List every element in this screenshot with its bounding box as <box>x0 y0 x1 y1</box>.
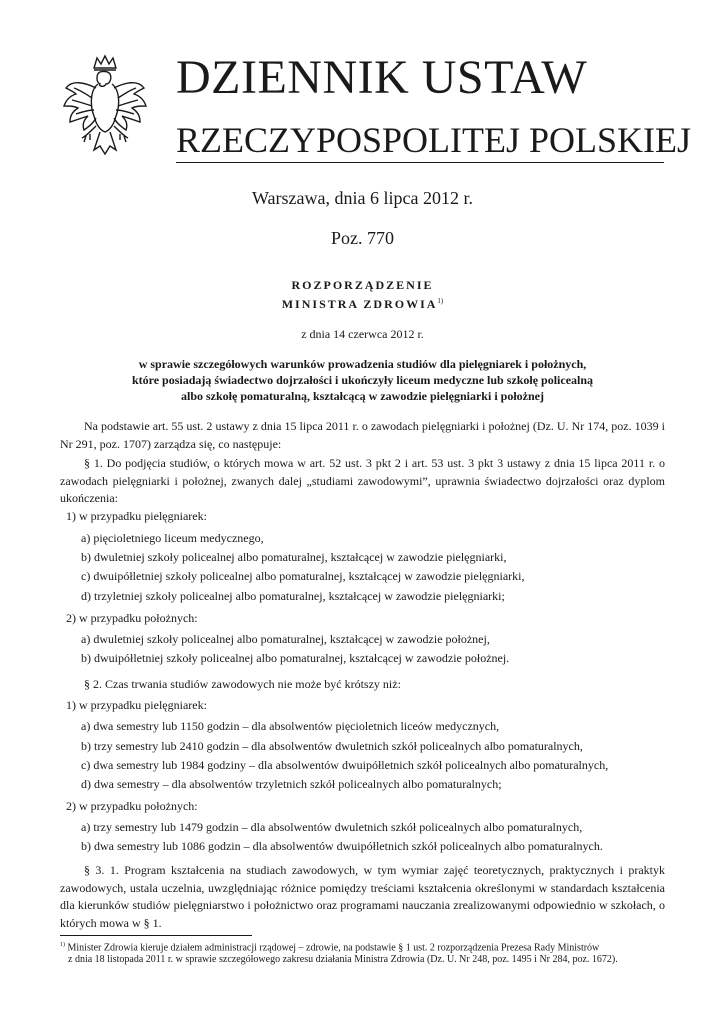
section-3-text: § 3. 1. Program kształcenia na studiach zawodowych, w tym wymiar zajęć teoretycznych, praktycznych i praktyk zawodowych, ustala uczelnia, uwzględniając różnice pomiędzy treściami kształcenia określonymi w standardach kształcenia dla kierunków studiów pielęgniarstwo i położnictwo oraz programami nauczania zrealizowanymi odpowiednio w szkołach, o których mowa w § 1. <box>60 863 665 930</box>
footnote-continuation: z dnia 18 listopada 2011 r. w sprawie szczegółowego zakresu działania Ministra Zdrowia (Dz. U. Nr 248, poz. 1495 i Nr 284, poz. 1672). <box>68 954 618 965</box>
list-item: a) dwa semestry lub 1150 godzin – dla absolwentów pięcioletnich liceów medycznych, <box>81 719 500 733</box>
list-item: 1) w przypadku pielęgniarek: <box>66 698 207 712</box>
list-item: a) dwuletniej szkoły policealnej albo pomaturalnej, kształcącej w zawodzie położnej, <box>81 632 490 646</box>
list-item: c) dwuipółletniej szkoły policealnej albo pomaturalnej, kształcącej w zawodzie pielęgniarki, <box>81 569 525 583</box>
act-subject-line: w sprawie szczegółowych warunków prowadzenia studiów dla pielęgniarek i położnych, <box>138 357 587 371</box>
list-item: 1) w przypadku pielęgniarek: <box>66 509 207 523</box>
footnote-mark: 1) <box>60 942 65 948</box>
list-item: a) pięcioletniego liceum medycznego, <box>81 531 264 545</box>
act-subject-line: które posiadają świadectwo dojrzałości i ukończyły liceum medyczne lub szkołę policealną <box>131 373 594 387</box>
header-rule <box>176 162 664 163</box>
list-item: b) trzy semestry lub 2410 godzin – dla absolwentów dwuletnich szkół policealnych albo pomaturalnych, <box>81 739 583 753</box>
act-subject-line: albo szkołę pomaturalną, kształcącą w zawodzie pielęgniarki i położnej <box>181 389 544 403</box>
journal-title: DZIENNIK USTAW <box>176 51 588 104</box>
act-date: z dnia 14 czerwca 2012 r. <box>301 327 424 341</box>
list-item: 2) w przypadku położnych: <box>66 611 198 625</box>
preamble: Na podstawie art. 55 ust. 2 ustawy z dnia 15 lipca 2011 r. o zawodach pielęgniarki i położnej (Dz. U. Nr 174, poz. 1039 i Nr 291, poz. 1707) zarządza się, co następuje: <box>60 419 665 451</box>
act-type: ROZPORZĄDZENIE <box>291 278 434 292</box>
list-item: 2) w przypadku położnych: <box>66 799 198 813</box>
list-item: c) dwa semestry lub 1984 godziny – dla absolwentów dwuipółletnich szkół policealnych albo pomaturalnych, <box>81 758 609 772</box>
footnote: $^{1)}$ Minister Zdrowia kieruje działem administracji rządowej – zdrowie, na podstawie § 1 ust. 2 rozporządzenia Prezesa Rady Ministrów <box>60 942 600 954</box>
act-authority: MINISTRA ZDROWIA$^{1)}$ <box>281 297 444 311</box>
section-1-intro: § 1. Do podjęcia studiów, o których mowa w art. 52 ust. 3 pkt 2 i art. 53 ust. 3 pkt 3 ustawy z dnia 15 lipca 2011 r. o zawodach pielęgniarki i położnej, zwanych dalej „studiami zawodowymi”, uprawnia świadectwo dojrzałości oraz dyplom ukończenia: <box>60 456 665 505</box>
list-item: d) dwa semestry – dla absolwentów trzyletnich szkół policealnych albo pomaturalnych; <box>81 777 502 791</box>
list-item: d) trzyletniej szkoły policealnej albo pomaturalnej, kształcącej w zawodzie pielęgniarki; <box>81 589 505 603</box>
polish-eagle-emblem <box>60 54 150 164</box>
list-item: b) dwuletniej szkoły policealnej albo pomaturalnej, kształcącej w zawodzie pielęgniarki, <box>81 550 507 564</box>
footnote-mark: 1) <box>437 297 444 305</box>
list-item: b) dwa semestry lub 1086 godzin – dla absolwentów dwuipółletnich szkół policealnych albo pomaturalnych. <box>81 839 603 853</box>
section-2-intro: § 2. Czas trwania studiów zawodowych nie może być krótszy niż: <box>84 677 401 691</box>
journal-subtitle: RZECZYPOSPOLITEJ POLSKIEJ <box>176 120 692 160</box>
issue-date: Warszawa, dnia 6 lipca 2012 r. <box>252 188 473 208</box>
footnote-rule <box>60 935 252 936</box>
list-item: a) trzy semestry lub 1479 godzin – dla absolwentów dwuletnich szkół policealnych albo pomaturalnych, <box>81 820 583 834</box>
position-number: Poz. 770 <box>331 228 394 248</box>
list-item: b) dwuipółletniej szkoły policealnej albo pomaturalnej, kształcącej w zawodzie położnej. <box>81 651 510 665</box>
